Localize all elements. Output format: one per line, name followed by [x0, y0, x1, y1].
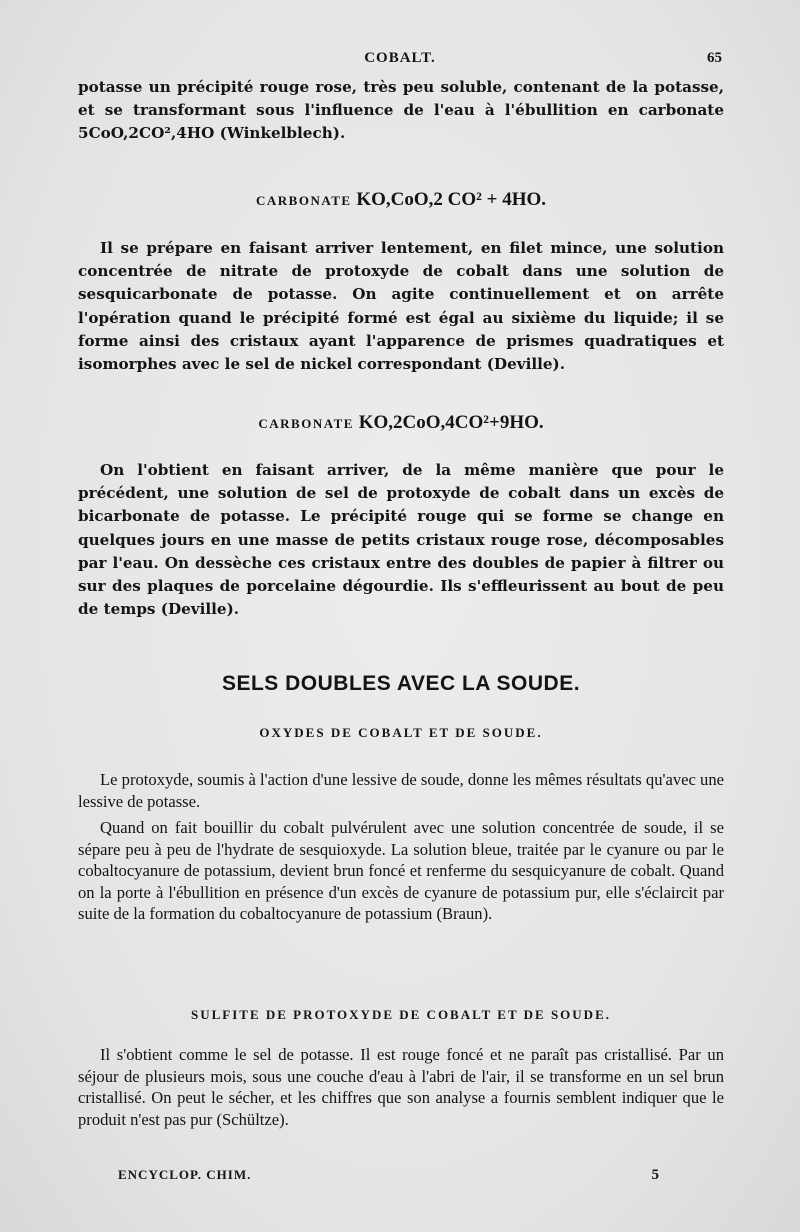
running-title: COBALT.: [364, 50, 436, 66]
paragraph-oxydes-1: Le protoxyde, soumis à l'action d'une lessive de soude, donne les mêmes résultats qu'avec une lessive de potasse.: [78, 770, 724, 811]
paragraph-carbonate-2: On l'obtient en faisant arriver, de la même manière que pour le précédent, une solution de sel de protoxyde de cobalt dans un excès de bicarbonate de potasse. Le précipité rouge qui se forme se change en quelques jours en une masse de petits cristaux rouge rose, décomposables par l'eau. On dessèche ces cristaux entre des doubles de papier à filtrer ou sur des plaques de porcelaine dégourdie. Ils s'effleurissent au bout de peu de temps (Deville).: [78, 461, 724, 619]
heading-formula: KO,2CoO,4CO²+9HO.: [358, 412, 544, 433]
signature-mark: 5: [651, 1167, 660, 1183]
page-number: 65: [707, 50, 722, 66]
heading-label: CARBONATE: [256, 193, 352, 208]
footer-label: ENCYCLOP. CHIM.: [118, 1167, 252, 1182]
subheading-oxydes: OXYDES DE COBALT ET DE SOUDE.: [259, 725, 543, 740]
heading-carbonate-1: [78, 189, 724, 211]
heading-carbonate-2: [78, 412, 724, 434]
paragraph-intro: potasse un précipité rouge rose, très peu soluble, contenant de la potasse, et se transformant sous l'influence de l'eau à l'ébullition en carbonate 5CoO,2CO²,4HO (Winkelblech).: [78, 78, 724, 143]
section-heading: SELS DOUBLES AVEC LA SOUDE.: [221, 672, 581, 695]
heading-formula: KO,CoO,2 CO² + 4HO.: [356, 189, 546, 210]
heading-label: CARBONATE: [258, 416, 354, 431]
subheading-sulfite: SULFITE DE PROTOXYDE DE COBALT ET DE SOUDE.: [190, 1007, 611, 1022]
paragraph-oxydes-2: Quand on fait bouillir du cobalt pulvérulent avec une solution concentrée de soude, il se sépare peu à peu de l'hydrate de sesquioxyde. La solution bleue, traitée par le cyanure ou par le cobaltocyanure de potassium, devient brun foncé et renferme du sesquicyanure de cobalt. Quand on la porte à l'ébullition en présence d'un excès de cyanure de potassium pur, elle s'éclaircit par suite de la formation du cobaltocyanure de potassium (Braun).: [78, 818, 724, 923]
running-header: [78, 50, 722, 72]
paragraph-sulfite: Il s'obtient comme le sel de potasse. Il est rouge foncé et ne paraît pas cristallisé. Par un séjour de plusieurs mois, sous une couche d'eau à l'abri de l'air, il se transforme en un sel brun cristallisé. On peut le sécher, et les chiffres que son analyse a fournis semblent indiquer que le produit n'est pas pur (Schültze).: [78, 1045, 724, 1129]
page-footer: [118, 1167, 660, 1187]
paragraph-carbonate-1: Il se prépare en faisant arriver lentement, en filet mince, une solution concentrée de nitrate de protoxyde de cobalt dans une solution de sesquicarbonate de potasse. On agite continuellement et on arrête l'opération quand le précipité formé est égal au sixième du liquide; il se forme ainsi des cristaux ayant l'apparence de prismes quadratiques et isomorphes avec le sel de nickel correspondant (Deville).: [78, 239, 724, 374]
